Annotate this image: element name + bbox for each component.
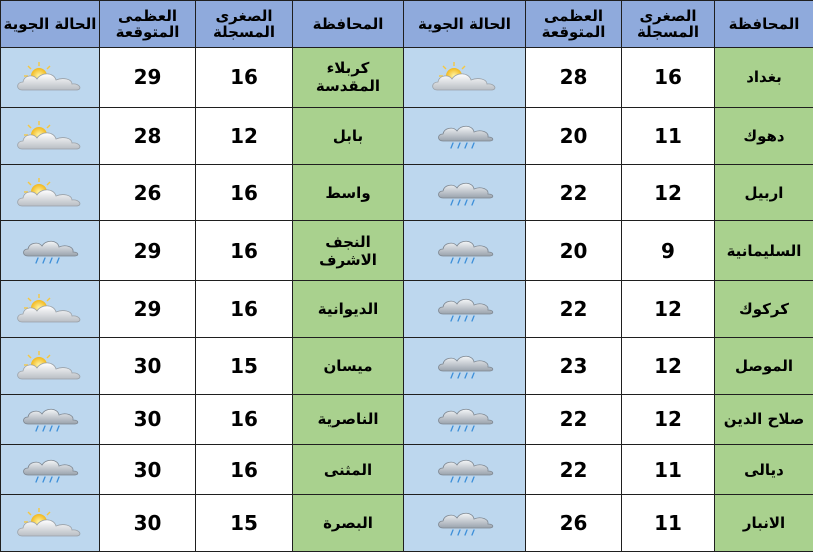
max-temp-cell-right: 23	[526, 338, 622, 395]
min-temp-cell-left: 16	[196, 394, 293, 444]
max-temp-cell-right: 20	[526, 221, 622, 281]
governorate-cell-right: صلاح الدين	[715, 394, 813, 444]
table-row	[1, 394, 813, 444]
governorate-cell-left: المثنى	[293, 445, 404, 495]
weather-cell-right	[404, 221, 526, 281]
table-row	[1, 281, 813, 338]
weather-cell-left	[1, 281, 100, 338]
partly-cloudy-icon	[1, 119, 99, 153]
governorate-cell-right: دهوك	[715, 107, 813, 164]
min-temp-cell-right: 12	[622, 281, 715, 338]
max-temp-cell-right: 22	[526, 394, 622, 444]
table-body	[1, 48, 813, 552]
min-temp-cell-left: 16	[196, 445, 293, 495]
table-row	[1, 164, 813, 221]
cloudy-rain-icon	[404, 455, 525, 485]
governorate-cell-left: النجف الاشرف	[293, 221, 404, 281]
table-row	[1, 445, 813, 495]
governorate-cell-right: الانبار	[715, 495, 813, 552]
max-temp-cell-left: 30	[100, 495, 196, 552]
max-temp-cell-left: 30	[100, 338, 196, 395]
cloudy-rain-icon	[404, 178, 525, 208]
header-max-left: العظمى المتوقعة	[100, 1, 196, 48]
governorate-cell-right: كركوك	[715, 281, 813, 338]
weather-cell-right	[404, 164, 526, 221]
cloudy-rain-icon	[1, 404, 99, 434]
weather-cell-right	[404, 394, 526, 444]
governorate-cell-right: ديالى	[715, 445, 813, 495]
table-row	[1, 107, 813, 164]
header-max-right: العظمى المتوقعة	[526, 1, 622, 48]
max-temp-cell-right: 20	[526, 107, 622, 164]
weather-cell-right	[404, 107, 526, 164]
min-temp-cell-right: 16	[622, 48, 715, 108]
table-row	[1, 221, 813, 281]
cloudy-rain-icon	[1, 455, 99, 485]
min-temp-cell-right: 11	[622, 495, 715, 552]
weather-cell-right	[404, 445, 526, 495]
max-temp-cell-left: 29	[100, 48, 196, 108]
table-row	[1, 48, 813, 108]
header-governorate-right: المحافظة	[715, 1, 813, 48]
governorate-cell-right: اربيل	[715, 164, 813, 221]
table-row	[1, 495, 813, 552]
governorate-cell-left: البصرة	[293, 495, 404, 552]
max-temp-cell-right: 22	[526, 164, 622, 221]
partly-cloudy-icon	[1, 176, 99, 210]
partly-cloudy-icon	[1, 60, 99, 94]
weather-cell-left	[1, 338, 100, 395]
partly-cloudy-icon	[1, 292, 99, 326]
header-governorate-left: المحافظة	[293, 1, 404, 48]
min-temp-cell-left: 15	[196, 338, 293, 395]
weather-cell-right	[404, 495, 526, 552]
governorate-cell-left: الناصرية	[293, 394, 404, 444]
governorate-cell-left: واسط	[293, 164, 404, 221]
governorate-cell-right: بغداد	[715, 48, 813, 108]
weather-cell-left	[1, 445, 100, 495]
cloudy-rain-icon	[404, 351, 525, 381]
weather-cell-left	[1, 164, 100, 221]
weather-cell-right	[404, 338, 526, 395]
min-temp-cell-right: 11	[622, 107, 715, 164]
partly-cloudy-icon	[1, 506, 99, 540]
cloudy-rain-icon	[404, 294, 525, 324]
weather-cell-right	[404, 48, 526, 108]
cloudy-rain-icon	[404, 404, 525, 434]
cloudy-rain-icon	[404, 121, 525, 151]
max-temp-cell-left: 29	[100, 281, 196, 338]
header-min-right: الصغرى المسجلة	[622, 1, 715, 48]
table-row	[1, 338, 813, 395]
cloudy-rain-icon	[404, 508, 525, 538]
header-weather-left: الحالة الجوية	[1, 1, 100, 48]
governorate-cell-right: الموصل	[715, 338, 813, 395]
max-temp-cell-left: 28	[100, 107, 196, 164]
governorate-cell-left: كربلاء المقدسة	[293, 48, 404, 108]
max-temp-cell-left: 29	[100, 221, 196, 281]
weather-cell-right	[404, 281, 526, 338]
min-temp-cell-left: 15	[196, 495, 293, 552]
min-temp-cell-left: 16	[196, 221, 293, 281]
max-temp-cell-left: 26	[100, 164, 196, 221]
min-temp-cell-right: 9	[622, 221, 715, 281]
weather-cell-left	[1, 107, 100, 164]
header-min-left: الصغرى المسجلة	[196, 1, 293, 48]
min-temp-cell-right: 12	[622, 394, 715, 444]
max-temp-cell-right: 26	[526, 495, 622, 552]
cloudy-rain-icon	[404, 236, 525, 266]
governorate-cell-left: ميسان	[293, 338, 404, 395]
partly-cloudy-icon	[1, 349, 99, 383]
partly-cloudy-icon	[404, 60, 525, 94]
governorate-cell-left: بابل	[293, 107, 404, 164]
max-temp-cell-left: 30	[100, 394, 196, 444]
weather-cell-left	[1, 48, 100, 108]
cloudy-rain-icon	[1, 236, 99, 266]
weather-cell-left	[1, 495, 100, 552]
governorate-cell-right: السليمانية	[715, 221, 813, 281]
min-temp-cell-left: 16	[196, 164, 293, 221]
weather-cell-left	[1, 394, 100, 444]
header-row	[1, 1, 813, 48]
min-temp-cell-right: 12	[622, 164, 715, 221]
max-temp-cell-right: 28	[526, 48, 622, 108]
governorate-cell-left: الديوانية	[293, 281, 404, 338]
max-temp-cell-right: 22	[526, 281, 622, 338]
weather-cell-left	[1, 221, 100, 281]
min-temp-cell-left: 12	[196, 107, 293, 164]
min-temp-cell-left: 16	[196, 48, 293, 108]
min-temp-cell-left: 16	[196, 281, 293, 338]
min-temp-cell-right: 11	[622, 445, 715, 495]
header-weather-right: الحالة الجوية	[404, 1, 526, 48]
max-temp-cell-right: 22	[526, 445, 622, 495]
max-temp-cell-left: 30	[100, 445, 196, 495]
min-temp-cell-right: 12	[622, 338, 715, 395]
